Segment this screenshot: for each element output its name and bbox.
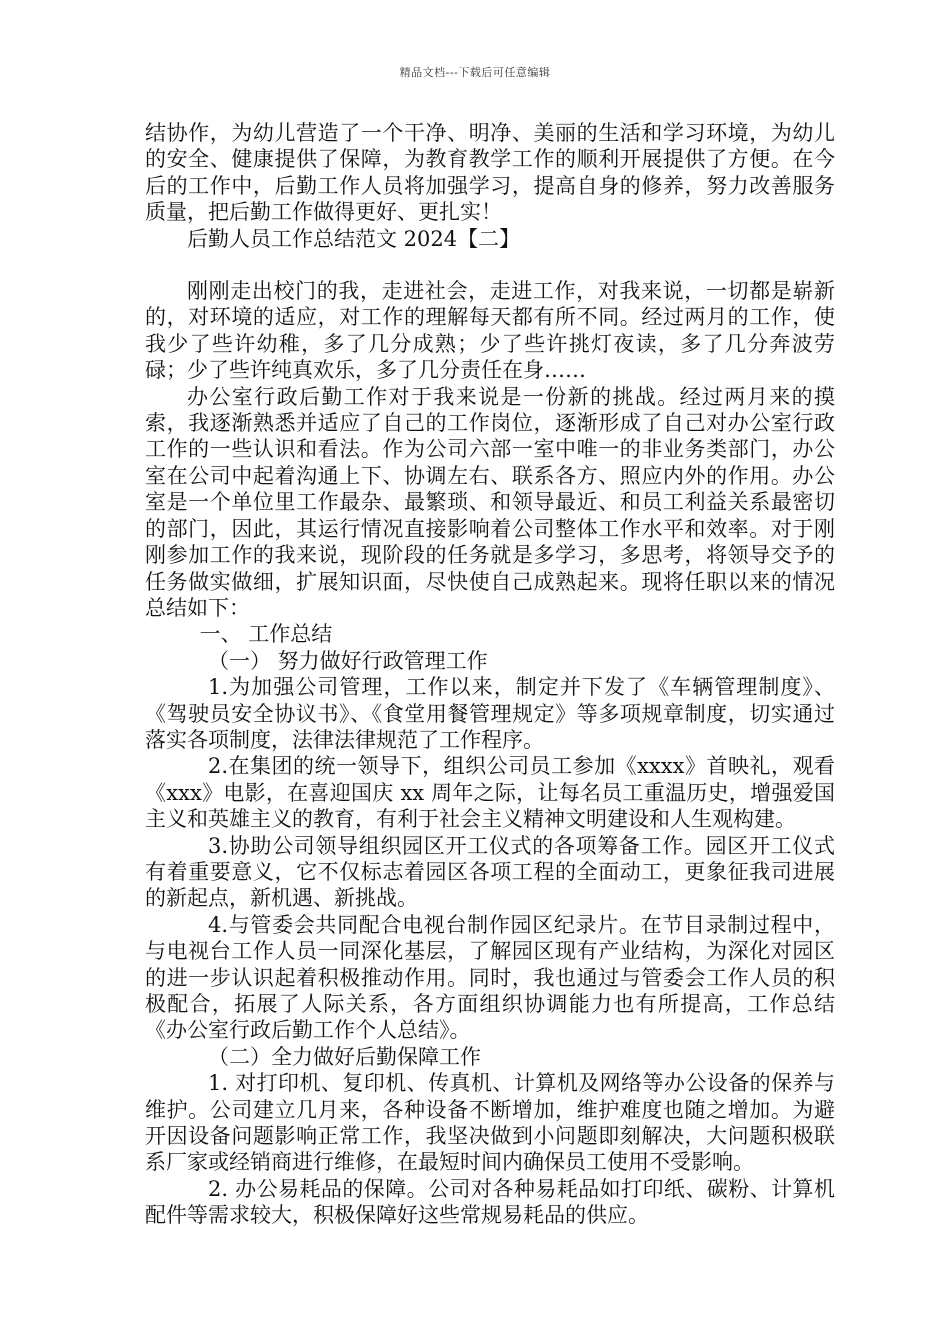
list-item: 4.与管委会共同配合电视台制作园区纪录片。在节目录制过程中，与电视台工作人员一同深化基层，了解园区现有产业结构，为深化对园区的进一步认识起着积极推动作用。同时，我也通过与管委会工作人员的积极配合，拓展了人际关系，各方面组织协调能力也有所提高，工作总结《办公室行政后勤工作个人总结》。 (145, 912, 835, 1043)
blank-line (145, 252, 835, 278)
list-item: 2. 办公易耗品的保障。公司对各种易耗品如打印纸、碳粉、计算机配件等需求较大，积极保障好这些常规易耗品的供应。 (145, 1176, 835, 1228)
page-header: 精品文档---下载后可任意编辑 (399, 66, 551, 79)
heading-work-summary: 一、 工作总结 (199, 622, 333, 647)
subheading-logistics: （二）全力做好后勤保障工作 (208, 1044, 481, 1069)
list-item: 1.为加强公司管理，工作以来，制定并下发了《车辆管理制度》、《驾驶员安全协议书》、《食堂用餐管理规定》等多项规章制度，切实通过落实各项制度，法律法律规范了工作程序。 (145, 675, 835, 752)
list-item: 2.在集团的统一领导下，组织公司员工参加《xxxx》首映礼，观看《xxx》电影，在喜迎国庆 xx 周年之际，让每名员工重温历史，增强爱国主义和英雄主义的教育，有利于社会主义精神文明建设和人生观构建。 (145, 754, 835, 832)
subheading-admin: （一） 努力做好行政管理工作 (208, 648, 488, 673)
paragraph: 办公室行政后勤工作对于我来说是一份新的挑战。经过两月来的摸索，我逐渐熟悉并适应了自己的工作岗位，逐渐形成了自己对办公室行政工作的一些认识和看法。作为公司六部一室中唯一的非业务类部门，办公室在公司中起着沟通上下、协调左右、联系各方、照应内外的作用。办公室是一个单位里工作最杂、最繁琐、和领导最近、和员工利益关系最密切的部门，因此，其运行情况直接影响着公司整体工作水平和效率。对于刚刚参加工作的我来说，现阶段的任务就是多学习，多思考，将领导交予的任务做实做细，扩展知识面，尽快使自己成熟起来。现将任职以来的情况总结如下： (145, 384, 835, 620)
paragraph-continuation: 结协作，为幼儿营造了一个干净、明净、美丽的生活和学习环境，为幼儿的安全、健康提供了保障，为教育教学工作的顺利开展提供了方便。在今后的工作中，后勤工作人员将加强学习，提高自身的修养，努力改善服务质量，把后勤工作做得更好、更扎实！ (145, 121, 835, 225)
paragraph: 刚刚走出校门的我，走进社会，走进工作，对我来说，一切都是崭新的，对环境的适应，对工作的理解每天都有所不同。经过两月的工作，使我少了些许幼稚，多了几分成熟；少了些许挑灯夜读，多了几分奔波劳碌；少了些许纯真欢乐，多了几分责任在身…… (145, 279, 835, 383)
list-item: 3.协助公司领导组织园区开工仪式的各项筹备工作。园区开工仪式有着重要意义，它不仅标志着园区各项工程的全面动工，更象征我司进展的新起点，新机遇、新挑战。 (145, 833, 835, 911)
section-title: 后勤人员工作总结范文 2024【二】 (187, 226, 521, 251)
document-body (145, 120, 835, 1229)
list-item: 1. 对打印机、复印机、传真机、计算机及网络等办公设备的保养与维护。公司建立几月来，各种设备不断增加，维护难度也随之增加。为避开因设备问题影响正常工作，我坚决做到小问题即刻解决，大问题积极联系厂家或经销商进行维修，在最短时间内确保员工使用不受影响。 (145, 1071, 835, 1175)
